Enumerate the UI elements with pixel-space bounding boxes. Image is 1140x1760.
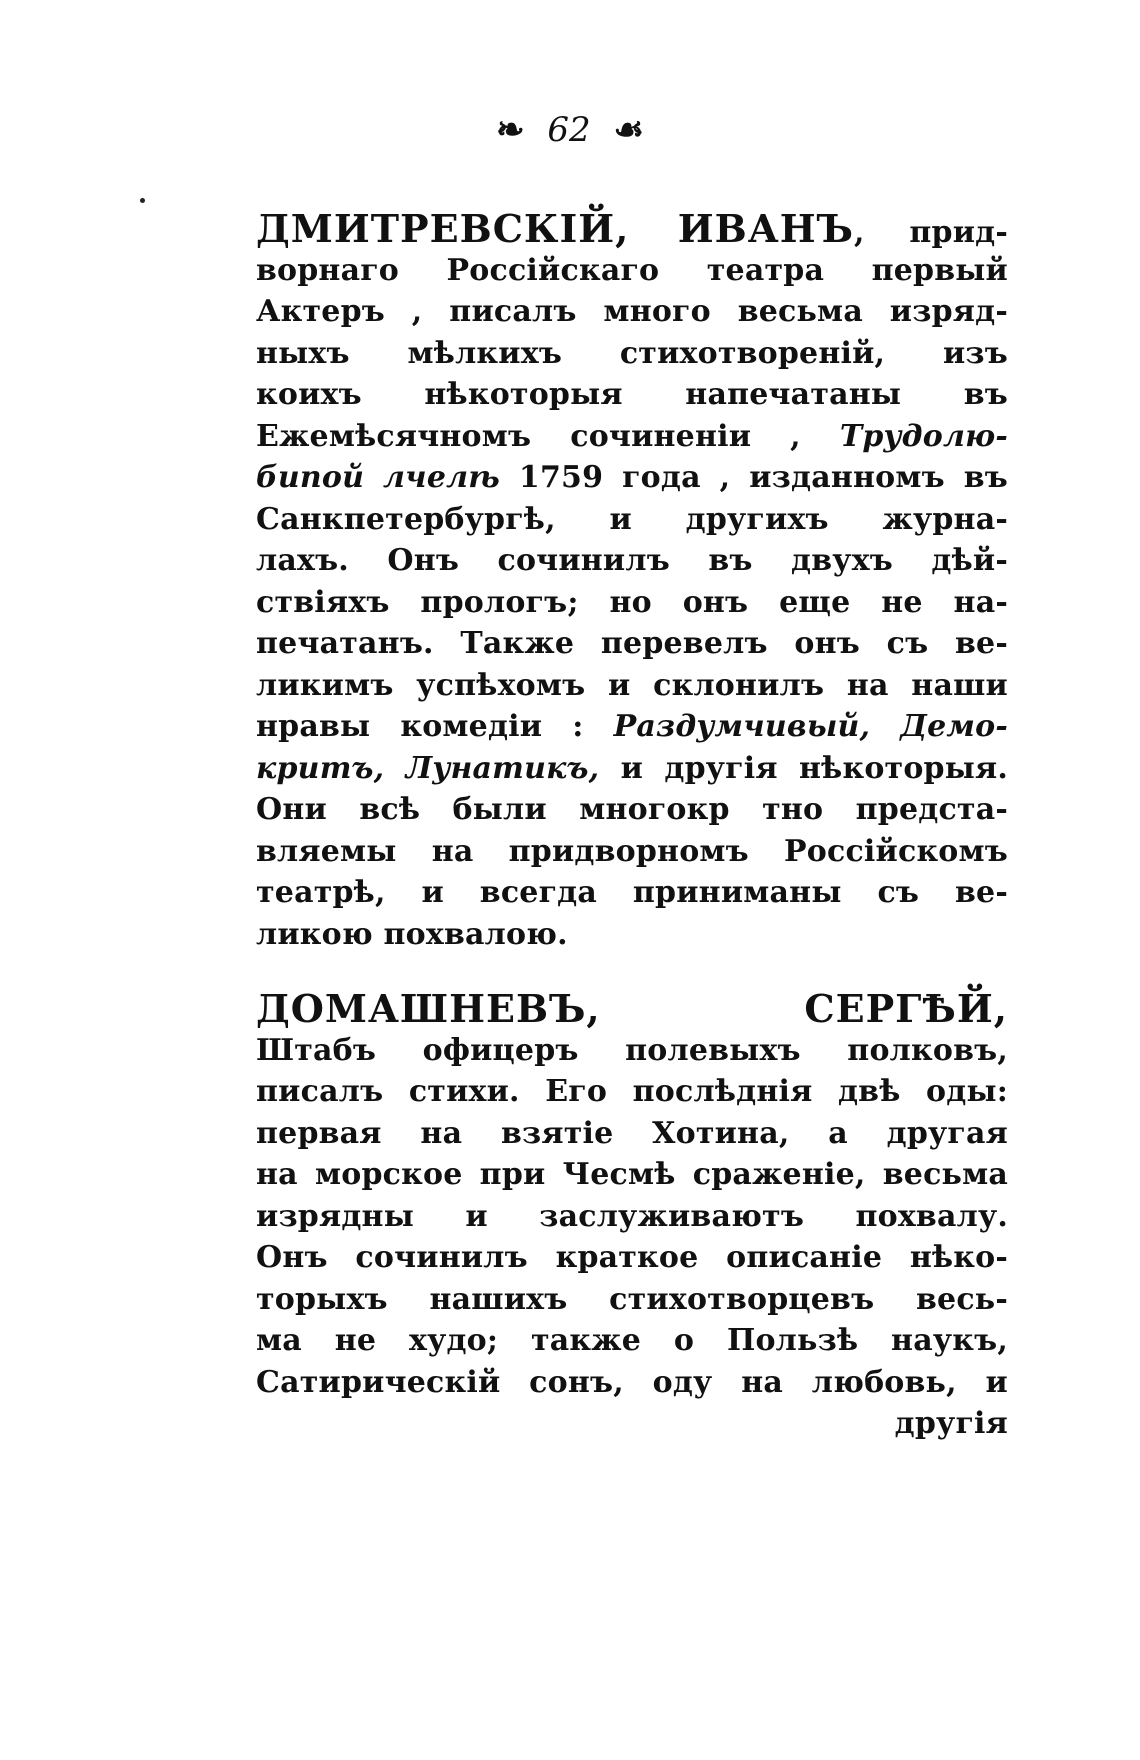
text-line	[256, 1362, 1008, 1404]
line-text: другія	[894, 1406, 1008, 1441]
text-line	[256, 1196, 1008, 1238]
text-line	[256, 1403, 1008, 1445]
ornament-right: ☙	[613, 110, 644, 150]
text-line	[256, 914, 1008, 956]
line-text: ствіяхъ прологъ; но онъ еще не на-	[256, 584, 1008, 620]
text-line	[256, 789, 1008, 831]
text-line	[256, 374, 1008, 416]
line-text: ликимъ успѣхомъ и склонилъ на наши	[256, 667, 1008, 703]
line-text: ликою похвалою.	[256, 916, 568, 952]
text-line	[256, 291, 1008, 333]
text-line	[256, 1030, 1008, 1072]
line-text: изрядны и заслуживаютъ похвалу.	[256, 1198, 1008, 1234]
text-line	[256, 416, 1008, 458]
line-text: вляемы на придворномъ Россійскомъ	[256, 833, 1008, 869]
line-text: Сатирическій сонъ, оду на любовь, и	[256, 1364, 1008, 1400]
text-line	[256, 1237, 1008, 1279]
line-text: ныхъ мѣлкихъ стихотвореній, изъ	[256, 335, 1008, 371]
entry-heading: ДМИТРЕВСКІЙ, ИВАНЪ	[256, 206, 854, 251]
text-line	[256, 582, 1008, 624]
line-text: театрѣ, и всегда приниманы съ ве-	[256, 875, 1008, 910]
line-text: 1759 года , изданномъ въ	[518, 460, 1009, 495]
entry-heading: ДОМАШНЕВЪ, СЕРГѢЙ,	[256, 986, 1008, 1031]
line-text: ворнаго Россійскаго театра первый	[256, 252, 1008, 288]
line-text: Они всѣ были многокр тно предста-	[256, 792, 1008, 827]
line-text: и другія нѣкоторыя.	[620, 750, 1008, 786]
text-line	[256, 457, 1008, 499]
line-text: Ежемѣсячномъ сочиненіи ,	[256, 418, 840, 454]
text-line	[256, 748, 1008, 790]
text-line	[256, 706, 1008, 748]
line-text: Санкпетербургѣ, и другихъ журна-	[256, 501, 1008, 537]
text-line	[256, 333, 1008, 375]
line-text: бипой лчелѣ	[256, 460, 519, 495]
text-line	[256, 1320, 1008, 1362]
ornament-left: ❧	[496, 110, 525, 150]
page-number: 62	[547, 110, 591, 150]
text-line	[256, 1113, 1008, 1155]
line-text: критъ, Лунатикъ,	[256, 750, 621, 786]
line-text: нравы комедіи :	[256, 709, 614, 744]
text-line	[256, 831, 1008, 873]
line-text: торыхъ нашихъ стихотворцевъ весь-	[256, 1281, 1008, 1317]
text-line	[256, 872, 1008, 914]
text-line	[256, 665, 1008, 707]
text-line	[256, 1279, 1008, 1321]
line-text: первая на взятіе Хотина, а другая	[256, 1115, 1008, 1151]
line-text: Трудолю-	[839, 418, 1008, 454]
line-text: Актеръ , писалъ много весьма изряд-	[256, 294, 1008, 329]
text-line	[256, 988, 1008, 1030]
line-text: ма не худо; также о Пользѣ наукъ,	[256, 1323, 1008, 1358]
text-line	[256, 250, 1008, 292]
line-text: писалъ стихи. Его послѣднія двѣ оды:	[256, 1074, 1008, 1109]
text-line	[256, 623, 1008, 665]
line-text: Раздумчивый, Демо-	[613, 709, 1008, 744]
page-header	[0, 108, 1140, 150]
text-line	[256, 1071, 1008, 1113]
line-text: , прид-	[853, 215, 1008, 250]
line-text: печатанъ. Также перевелъ онъ съ ве-	[256, 626, 1008, 661]
ink-speck	[140, 198, 145, 203]
line-text: лахъ. Онъ сочинилъ въ двухъ дѣй-	[256, 543, 1008, 578]
entry-dmitrevsky	[256, 208, 1008, 955]
text-line	[256, 208, 1008, 250]
text-line	[256, 499, 1008, 541]
line-text: Онъ сочинилъ краткое описаніе нѣко-	[256, 1240, 1008, 1275]
line-text: коихъ нѣкоторыя напечатаны въ	[256, 377, 1008, 412]
line-text: Штабъ офицеръ полевыхъ полковъ,	[256, 1032, 1008, 1068]
text-line	[256, 540, 1008, 582]
text-line	[256, 1154, 1008, 1196]
entry-domashnev	[256, 988, 1008, 1445]
line-text: на морское при Чесмѣ сраженіе, весьма	[256, 1157, 1008, 1192]
